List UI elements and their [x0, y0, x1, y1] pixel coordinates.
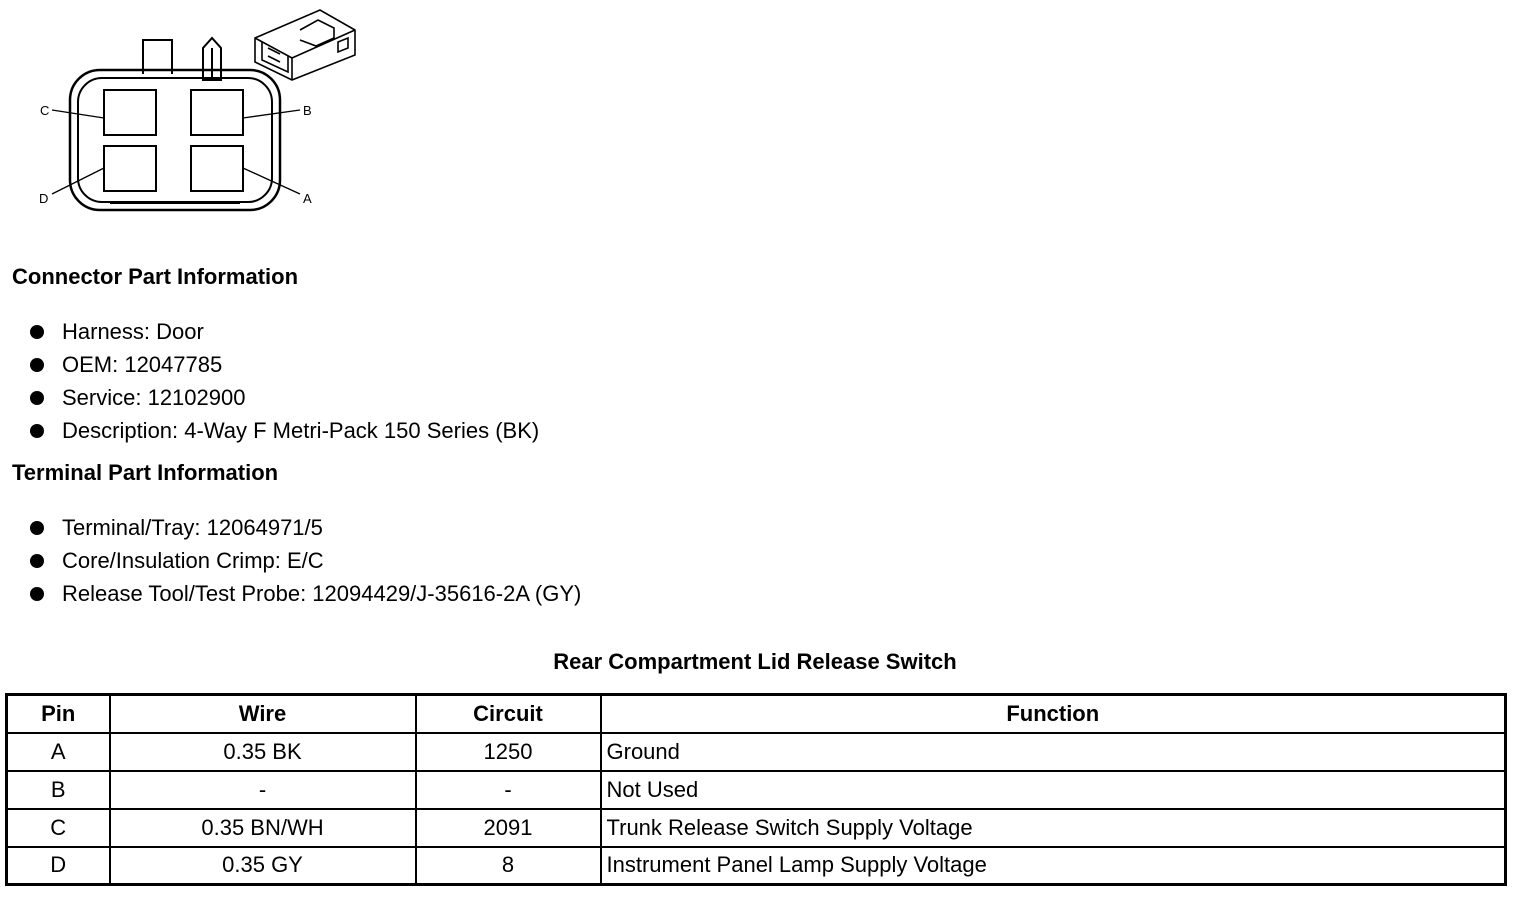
table-row	[7, 771, 1506, 809]
terminal-part-list	[28, 511, 581, 610]
cell-wire: 0.35 BN/WH	[110, 809, 416, 847]
cell-wire: 0.35 GY	[110, 847, 416, 885]
list-item: Release Tool/Test Probe: 12094429/J-35616-2A (GY)	[28, 577, 581, 610]
pin-label-a: A	[303, 191, 312, 206]
cell-pin: B	[7, 771, 110, 809]
cell-pin: D	[7, 847, 110, 885]
cell-circuit: -	[416, 771, 601, 809]
cell-circuit: 2091	[416, 809, 601, 847]
list-item: Harness: Door	[28, 315, 539, 348]
pin-label-b: B	[303, 103, 312, 118]
header-pin: Pin	[7, 695, 110, 733]
connector-part-list	[28, 315, 539, 447]
pin-label-d: D	[39, 191, 49, 206]
list-item: Terminal/Tray: 12064971/5	[28, 511, 581, 544]
table-header-row	[7, 695, 1506, 733]
table-row	[7, 733, 1506, 771]
table-title: Rear Compartment Lid Release Switch	[553, 649, 957, 674]
list-item: OEM: 12047785	[28, 348, 539, 381]
cavity-c	[104, 90, 156, 135]
cell-function: Not Used	[601, 771, 1506, 809]
list-item: Description: 4-Way F Metri-Pack 150 Series (BK)	[28, 414, 539, 447]
pin-label-c: C	[40, 103, 50, 118]
header-circuit: Circuit	[416, 695, 601, 733]
cell-pin: A	[7, 733, 110, 771]
cell-wire: 0.35 BK	[110, 733, 416, 771]
cell-function: Instrument Panel Lamp Supply Voltage	[601, 847, 1506, 885]
cell-wire: -	[110, 771, 416, 809]
cell-function: Trunk Release Switch Supply Voltage	[601, 809, 1506, 847]
table-row	[7, 809, 1506, 847]
list-item: Core/Insulation Crimp: E/C	[28, 544, 581, 577]
header-function: Function	[601, 695, 1506, 733]
cell-circuit: 1250	[416, 733, 601, 771]
connector-face-diagram	[0, 0, 370, 220]
header-wire: Wire	[110, 695, 416, 733]
pin-table	[5, 693, 1507, 886]
cavity-d	[104, 146, 156, 191]
terminal-part-heading: Terminal Part Information	[12, 460, 279, 485]
connector-isometric-icon	[255, 10, 355, 80]
list-item: Service: 12102900	[28, 381, 539, 414]
connector-part-heading: Connector Part Information	[12, 264, 299, 289]
cell-pin: C	[7, 809, 110, 847]
table-row	[7, 847, 1506, 885]
cavity-a	[191, 146, 243, 191]
cell-function: Ground	[601, 733, 1506, 771]
cell-circuit: 8	[416, 847, 601, 885]
cavity-b	[191, 90, 243, 135]
connector-housing-outer	[70, 70, 280, 210]
